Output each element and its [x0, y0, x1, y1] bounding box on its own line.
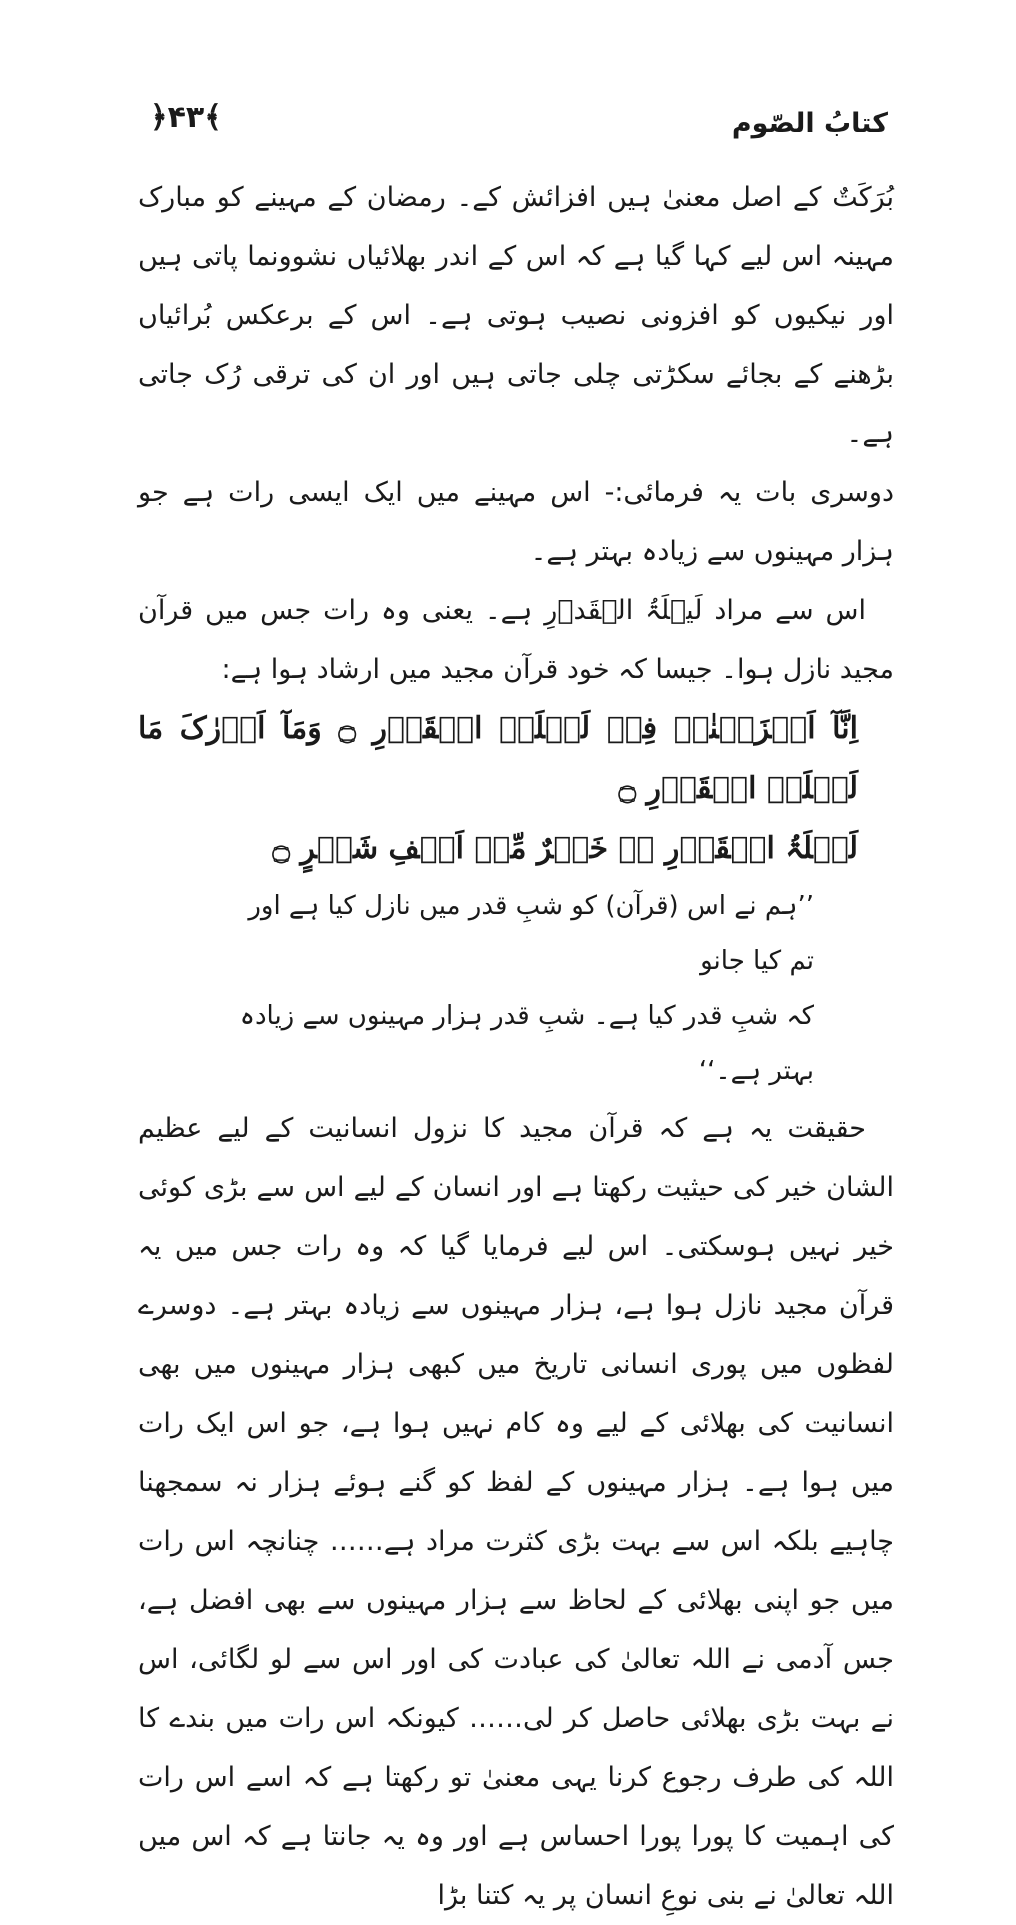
body-text	[138, 168, 894, 1925]
translation-line-2: کہ شبِ قدر کیا ہے۔ شبِ قدر ہزار مہینوں سے زیادہ بہتر ہے۔‘‘	[239, 1001, 814, 1086]
page-number: ﴿۴۳﴾	[150, 100, 222, 135]
paragraph-second-point: دوسری بات یہ فرمائی:- اس مہینے میں ایک ایسی رات ہے جو ہزار مہینوں سے زیادہ بہتر ہے۔	[138, 477, 894, 567]
page-header	[140, 100, 888, 150]
quran-verse-line-1: اِنَّآ اَنۡزَلۡنٰہُ فِیۡ لَیۡلَۃِ الۡقَدۡرِ ۝ وَمَآ اَدۡرٰکَ مَا لَیۡلَۃُ الۡقَدۡرِ ۝	[138, 711, 858, 806]
translation-line-1: ’’ہم نے اس (قرآن) کو شبِ قدر میں نازل کیا ہے اور تم کیا جانو	[248, 891, 814, 976]
quran-verse-line-2: لَیۡلَۃُ الۡقَدۡرِ ۬ۙ خَیۡرٌ مِّنۡ اَلۡفِ شَہۡرٍ ۝	[272, 831, 858, 866]
paragraph-reality: حقیقت یہ ہے کہ قرآن مجید کا نزول انسانیت کے لیے عظیم الشان خیر کی حیثیت رکھتا ہے اور انسان کے لیے اس سے بڑی کوئی خیر نہیں ہوسکتی۔ اس لیے فرمایا گیا کہ وہ رات جس میں یہ قرآن مجید نازل ہوا ہے، ہزار مہینوں سے زیادہ بہتر ہے۔ دوسرے لفظوں میں پوری انسانی تاریخ میں کبھی ہزار مہینوں میں بھی انسانیت کی بھلائی کے لیے وہ کام نہیں ہوا ہے، جو اس ایک رات میں ہوا ہے۔ ہزار مہینوں کے لفظ کو گنے ہوئے ہزار نہ سمجھنا چاہیے بلکہ اس سے بہت بڑی کثرت مراد ہے…… چنانچہ اس رات میں جو اپنی بھلائی کے لحاظ سے ہزار مہینوں سے بھی افضل ہے، جس آدمی نے اللہ تعالیٰ کی عبادت کی اور اس سے لو لگائی، اس نے بہت بڑی بھلائی حاصل کر لی…… کیونکہ اس رات میں بندے کا اللہ کی طرف رجوع کرنا یہی معنیٰ تو رکھتا ہے کہ اسے اس رات کی اہمیت کا پورا پورا احساس ہے اور وہ یہ جانتا ہے کہ اس میں اللہ تعالیٰ نے بنی نوعِ انسان پر یہ کتنا بڑا	[138, 1113, 894, 1911]
paragraph-barakat: بُرَکَتٌ کے اصل معنیٰ ہیں افزائش کے۔ رمضان کے مہینے کو مبارک مہینہ اس لیے کہا گیا ہے کہ اس کے اندر بھلائیاں نشوونما پاتی ہیں اور نیکیوں کو افزونی نصیب ہوتی ہے۔ اس کے برعکس بُرائیاں بڑھنے کے بجائے سکڑتی چلی جاتی ہیں اور ان کی ترقی رُک جاتی ہے۔	[138, 182, 894, 449]
running-title: کتابُ الصّوم	[731, 108, 888, 139]
paragraph-laylatul-qadr: اس سے مراد لَیۡلَۃُ الۡقَدۡرِ ہے۔ یعنی وہ رات جس میں قرآن مجید نازل ہوا۔ جیسا کہ خود قرآن مجید میں ارشاد ہوا ہے:	[138, 595, 894, 685]
